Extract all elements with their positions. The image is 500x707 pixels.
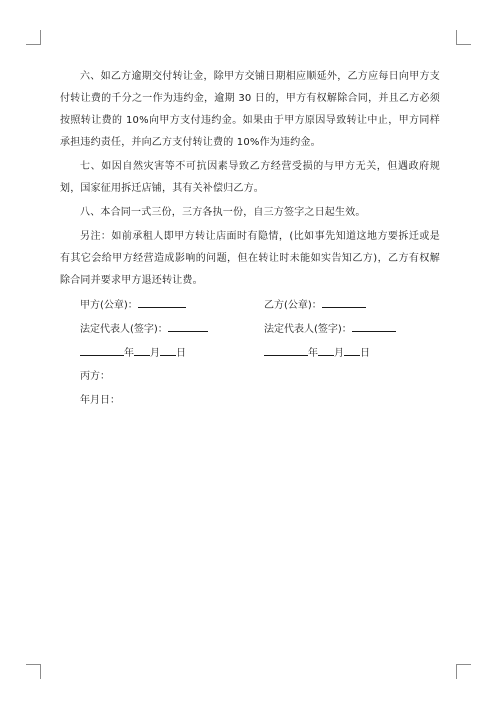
date-b-day-label: 日	[360, 348, 370, 359]
party-c-date-label: 年月日：	[80, 395, 120, 406]
date-a-day-blank[interactable]	[160, 342, 176, 356]
party-b-seal-blank[interactable]	[322, 294, 366, 308]
crop-mark-top-right	[456, 30, 471, 45]
legal-rep-a-blank[interactable]	[168, 318, 208, 332]
legal-rep-b-label: 法定代表人(签字)：	[264, 324, 352, 335]
date-b-day-blank[interactable]	[344, 342, 360, 356]
legal-rep-b	[264, 318, 396, 341]
date-a-month-label: 月	[150, 348, 160, 359]
additional-note: 另注：如前承租人即甲方转让店面时有隐情，(比如事先知道这地方要拆迁或是有其它会给甲方经营造成影响的问题，但在转让时未能如实告知乙方)，乙方有权解除合同并要求甲方退还转让费。	[60, 231, 440, 286]
crop-mark-bottom-left	[26, 664, 41, 679]
date-row	[60, 342, 440, 364]
seal-row	[60, 294, 440, 316]
party-b-seal	[264, 294, 366, 317]
date-a-month-blank[interactable]	[134, 342, 150, 356]
crop-mark-top-left	[26, 30, 41, 45]
party-c-row	[60, 366, 440, 388]
legal-rep-row	[60, 318, 440, 340]
date-a-year-label: 年	[124, 348, 134, 359]
date-b-year-blank[interactable]	[264, 342, 308, 356]
date-a-year-blank[interactable]	[80, 342, 124, 356]
legal-rep-a-label: 法定代表人(签字)：	[80, 324, 168, 335]
crop-mark-bottom-right	[456, 664, 471, 679]
date-a-day-label: 日	[176, 348, 186, 359]
date-b-year-label: 年	[308, 348, 318, 359]
legal-rep-b-blank[interactable]	[352, 318, 396, 332]
document-body	[60, 66, 440, 412]
party-c-date-row	[60, 390, 440, 412]
date-b-month-label: 月	[334, 348, 344, 359]
clause-eight: 八、本合同一式三份，三方各执一份，自三方签字之日起生效。	[80, 207, 366, 218]
party-b-seal-label: 乙方(公章)：	[264, 300, 322, 311]
party-a-seal-blank[interactable]	[138, 294, 186, 308]
party-a-seal	[80, 294, 186, 317]
date-b-month-blank[interactable]	[318, 342, 334, 356]
legal-rep-a	[80, 318, 208, 341]
party-c-label: 丙方：	[80, 371, 110, 382]
date-b	[264, 342, 370, 365]
clause-six: 六、如乙方逾期交付转让金，除甲方交铺日期相应顺延外，乙方应每日向甲方支付转让费的千分之一作为违约金，逾期 30 日的，甲方有权解除合同，并且乙方必须按照转让费的 10%向甲方支付违约金。如果由于甲方原因导致转让中止，甲方同样承担违约责任，并向乙方支付转让费的 10%作为违约金。	[60, 71, 440, 148]
clause-seven: 七、如因自然灾害等不可抗因素导致乙方经营受损的与甲方无关，但遇政府规划，国家征用拆迁店铺，其有关补偿归乙方。	[60, 161, 440, 194]
date-a	[80, 342, 186, 365]
party-a-seal-label: 甲方(公章)：	[80, 300, 138, 311]
